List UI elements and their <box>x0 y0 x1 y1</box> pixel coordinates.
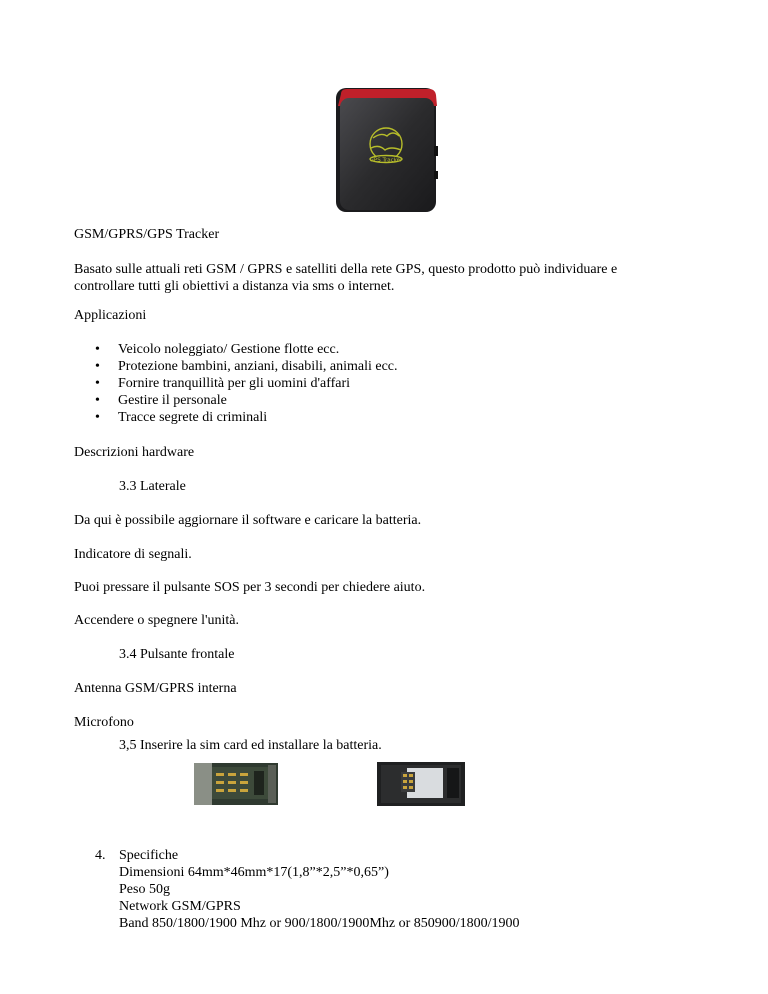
intro-line-1: Basato sulle attuali reti GSM / GPRS e satelliti della rete GPS, questo prodotto può individuare e <box>74 262 618 277</box>
list-item: • Fornire tranquillità per gli uomini d'affari <box>95 376 351 391</box>
sim-card-inserted-image <box>377 762 465 806</box>
specs-heading: Specifiche <box>119 848 179 863</box>
side-desc-sos: Puoi pressare il pulsante SOS per 3 secondi per chiedere aiuto. <box>74 580 426 595</box>
specs-number: 4. <box>95 848 106 863</box>
bullet-icon: • <box>95 342 100 357</box>
bullet-icon: • <box>95 359 100 374</box>
spec-dimensions: Dimensioni 64mm*46mm*17(1,8”*2,5”*0,65”) <box>119 865 389 880</box>
spec-network: Network GSM/GPRS <box>119 899 241 914</box>
front-heading: 3.4 Pulsante frontale <box>119 647 235 662</box>
side-desc-power: Accendere o spegnere l'unità. <box>74 613 239 628</box>
front-desc-microphone: Microfono <box>74 715 134 730</box>
applications-heading: Applicazioni <box>74 308 147 323</box>
bullet-icon: • <box>95 393 100 408</box>
bullet-icon: • <box>95 376 100 391</box>
list-item: • Tracce segrete di criminali <box>95 410 268 425</box>
front-desc-antenna: Antenna GSM/GPRS interna <box>74 681 237 696</box>
bullet-icon: • <box>95 410 100 425</box>
list-item: • Gestire il personale <box>95 393 227 408</box>
sim-slot-image <box>194 763 278 805</box>
side-desc-signal: Indicatore di segnali. <box>74 547 192 562</box>
spec-weight: Peso 50g <box>119 882 170 897</box>
hardware-heading: Descrizioni hardware <box>74 445 195 460</box>
applications-list <box>95 341 398 426</box>
side-heading: 3.3 Laterale <box>119 479 186 494</box>
intro-line-2: controllare tutti gli obiettivi a distanza via sms o internet. <box>74 279 395 294</box>
side-desc-update: Da qui è possibile aggiornare il software e caricare la batteria. <box>74 513 422 528</box>
spec-band: Band 850/1800/1900 Mhz or 900/1800/1900Mhz or 850900/1800/1900 <box>119 916 520 931</box>
sim-heading: 3,5 Inserire la sim card ed installare la batteria. <box>119 738 382 753</box>
document-title: GSM/GPRS/GPS Tracker <box>74 227 220 242</box>
list-item: • Veicolo noleggiato/ Gestione flotte ecc. <box>95 342 340 357</box>
logo-text: GPS Tracker <box>369 157 403 164</box>
gps-tracker-device-image <box>333 86 441 216</box>
list-item: • Protezione bambini, anziani, disabili, animali ecc. <box>95 359 398 374</box>
